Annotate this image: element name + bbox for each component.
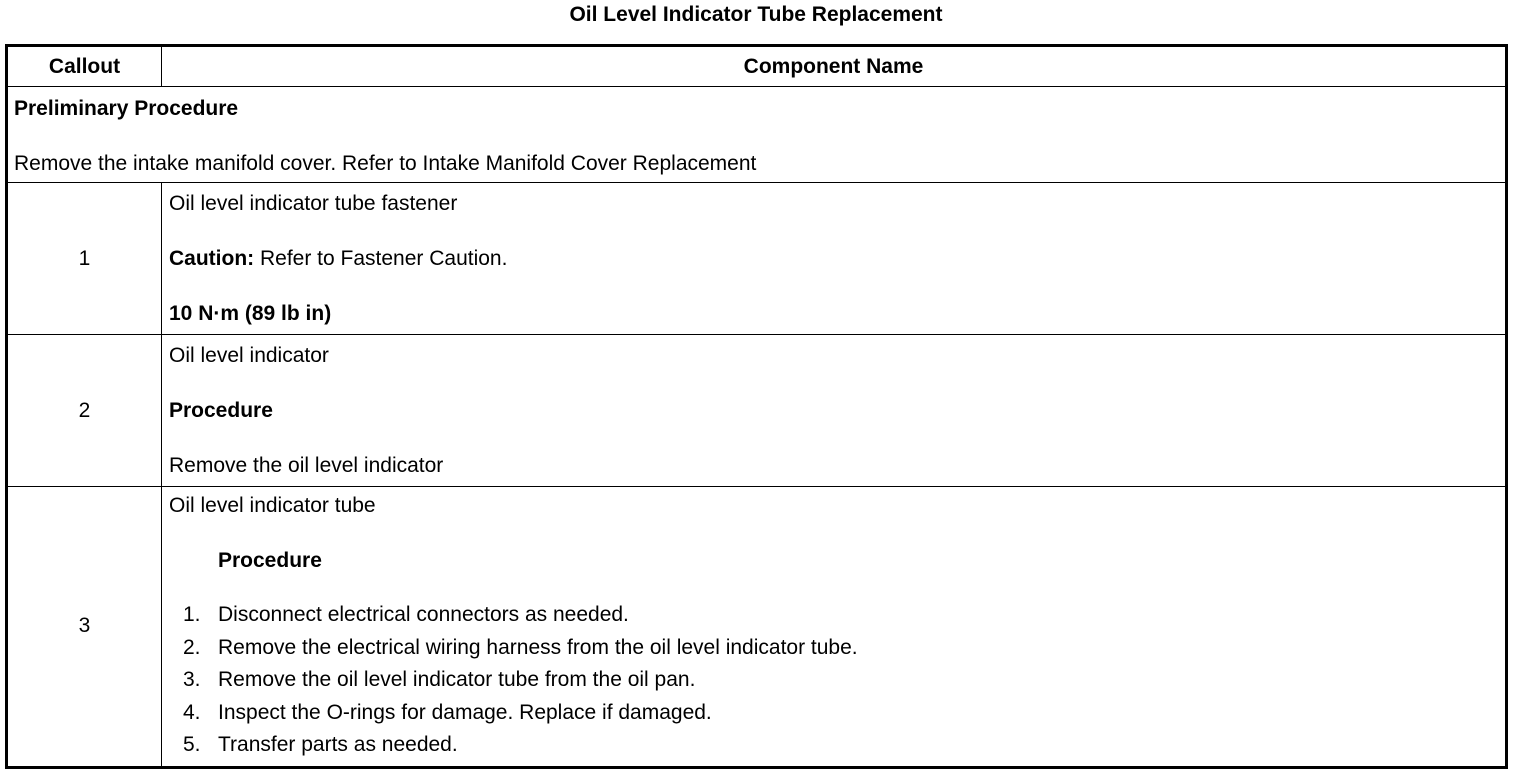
page-title: Oil Level Indicator Tube Replacement <box>569 3 943 26</box>
caution-label: Caution: <box>169 246 255 270</box>
step-number: 2. <box>183 635 201 659</box>
step-text: Inspect the O-rings for damage. Replace if damaged. <box>218 700 712 724</box>
callout-number: 1 <box>7 183 162 335</box>
component-name: Oil level indicator tube fastener <box>169 191 458 215</box>
component-cell <box>162 487 1507 768</box>
procedure-steps <box>169 599 1499 762</box>
procedure-text: Remove the oil level indicator <box>169 453 444 477</box>
step-number: 3. <box>183 668 201 691</box>
preliminary-cell <box>7 87 1507 183</box>
preliminary-text: Remove the intake manifold cover. Refer to Intake Manifold Cover Replacement <box>14 152 757 175</box>
table-row <box>7 183 1507 335</box>
procedure-step <box>169 697 1499 730</box>
table-row <box>7 487 1507 768</box>
callout-number: 3 <box>7 487 162 768</box>
component-column-header: Component Name <box>162 46 1507 87</box>
procedure-step <box>169 664 1499 697</box>
table-header-row <box>7 46 1507 87</box>
procedure-heading: Procedure <box>218 549 322 572</box>
component-name: Oil level indicator <box>169 343 329 367</box>
step-text: Remove the electrical wiring harness from the oil level indicator tube. <box>218 635 858 659</box>
step-text: Transfer parts as needed. <box>218 733 458 756</box>
step-number: 4. <box>183 700 201 724</box>
procedure-step <box>169 632 1499 665</box>
component-name: Oil level indicator tube <box>169 494 376 517</box>
step-text: Remove the oil level indicator tube from the oil pan. <box>218 668 696 691</box>
component-cell <box>162 183 1507 335</box>
table-row <box>7 335 1507 487</box>
caution-text: Refer to Fastener Caution. <box>254 246 508 270</box>
preliminary-row <box>7 87 1507 183</box>
procedure-step <box>169 599 1499 632</box>
procedure-table <box>5 44 1508 769</box>
caution-note <box>169 247 1499 271</box>
callout-number: 2 <box>7 335 162 487</box>
callout-column-header: Callout <box>7 46 162 87</box>
step-text: Disconnect electrical connectors as needed. <box>218 603 629 626</box>
step-number: 5. <box>183 733 201 756</box>
procedure-heading: Procedure <box>169 398 273 422</box>
step-number: 1. <box>183 603 201 626</box>
preliminary-heading: Preliminary Procedure <box>14 97 239 120</box>
component-cell <box>162 335 1507 487</box>
procedure-step <box>169 729 1499 762</box>
torque-spec: 10 N·m (89 lb in) <box>169 301 332 325</box>
